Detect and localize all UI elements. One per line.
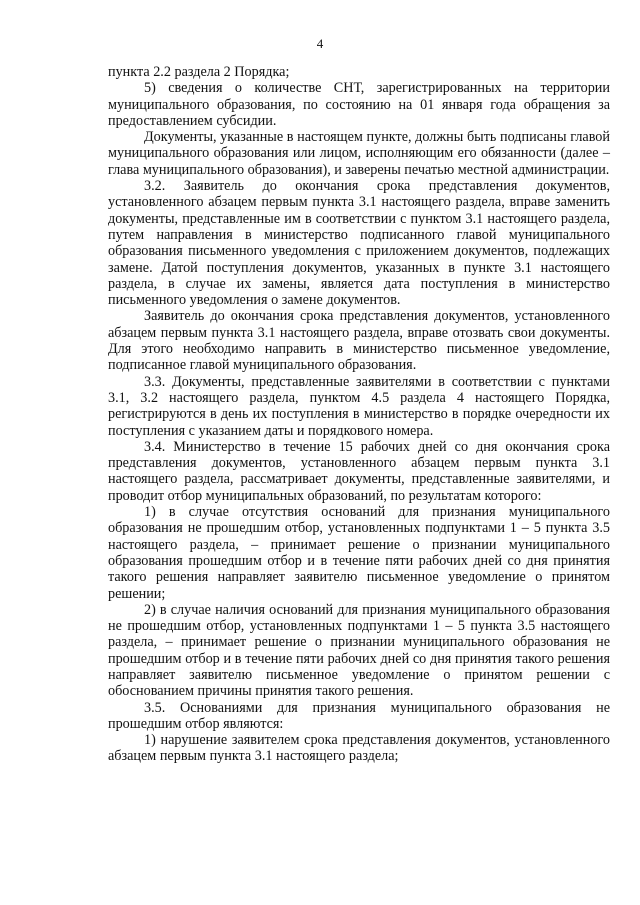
paragraph-3-4-item-2: 2) в случае наличия оснований для признания муниципального образования не прошедшим отбор, установленных подпунктами 1 – 5 пункта 3.5 настоящего раздела, – принимает решение о признании муниципального образования не прошедшим отбор и в течение пяти рабочих дней со дня принятия такого решения направляет заявителю письменное уведомление о принятом решении с обоснованием причины принятия такого решения. (108, 601, 610, 700)
paragraph-item-5-snt-count: 5) сведения о количестве СНТ, зарегистрированных на территории муниципального образования, по состоянию на 01 января года обращения за предоставлением субсидии. (108, 80, 610, 129)
document-body (108, 64, 610, 765)
paragraph-3-5-item-1: 1) нарушение заявителем срока представления документов, установленного абзацем первым пункта 3.1 настоящего раздела; (108, 732, 610, 765)
paragraph-3-5-grounds: 3.5. Основаниями для признания муниципального образования не прошедшим отбор являются: (108, 699, 610, 732)
page-number: 4 (316, 36, 324, 51)
paragraph-3-3-registration: 3.3. Документы, представленные заявителями в соответствии с пунктами 3.1, 3.2 настоящего раздела, пунктом 4.5 раздела 4 настоящего Порядка, регистрируются в день их поступления в министерство в порядке очередности их поступления с указанием даты и порядкового номера. (108, 373, 610, 439)
paragraph-3-4-item-1: 1) в случае отсутствия оснований для признания муниципального образования не прошедшим отбор, установленных подпунктами 1 – 5 пункта 3.5 настоящего раздела, – принимает решение о признании муниципального образования прошедшим отбор и в течение пяти рабочих дней со дня принятия такого решения направляет заявителю письменное уведомление о принятом решении; (108, 504, 610, 602)
paragraph-documents-signature: Документы, указанные в настоящем пункте, должны быть подписаны главой муниципального образования или лицом, исполняющим его обязанности (далее – глава муниципального образования), и заверены печатью местной администрации. (108, 129, 610, 178)
paragraph-3-4-selection: 3.4. Министерство в течение 15 рабочих дней со дня окончания срока представления документов, установленного абзацем первым пункта 3.1 настоящего раздела, рассматривает документы, представленные заявителями, и проводит отбор муниципальных образований, по результатам которого: (108, 438, 610, 504)
paragraph-3-2-replace-documents: 3.2. Заявитель до окончания срока представления документов, установленного абзацем первым пункта 3.1 настоящего раздела, вправе заменить документы, представленные им в соответствии с пунктом 3.1 настоящего раздела, путем направления в министерство подписанного главой муниципального образования письменного уведомления с приложением документов, подлежащих замене. Датой поступления документов, указанных в пункте 3.1 настоящего раздела, в случае их замены, является дата поступления в министерство письменного уведомления о замене документов. (108, 178, 610, 309)
paragraph-continuation: пункта 2.2 раздела 2 Порядка; (108, 64, 290, 80)
paragraph-withdraw-documents: Заявитель до окончания срока представления документов, установленного абзацем первым пункта 3.1 настоящего раздела, вправе отозвать свои документы. Для этого необходимо направить в министерство письменное уведомление, подписанное главой муниципального образования. (108, 308, 610, 374)
